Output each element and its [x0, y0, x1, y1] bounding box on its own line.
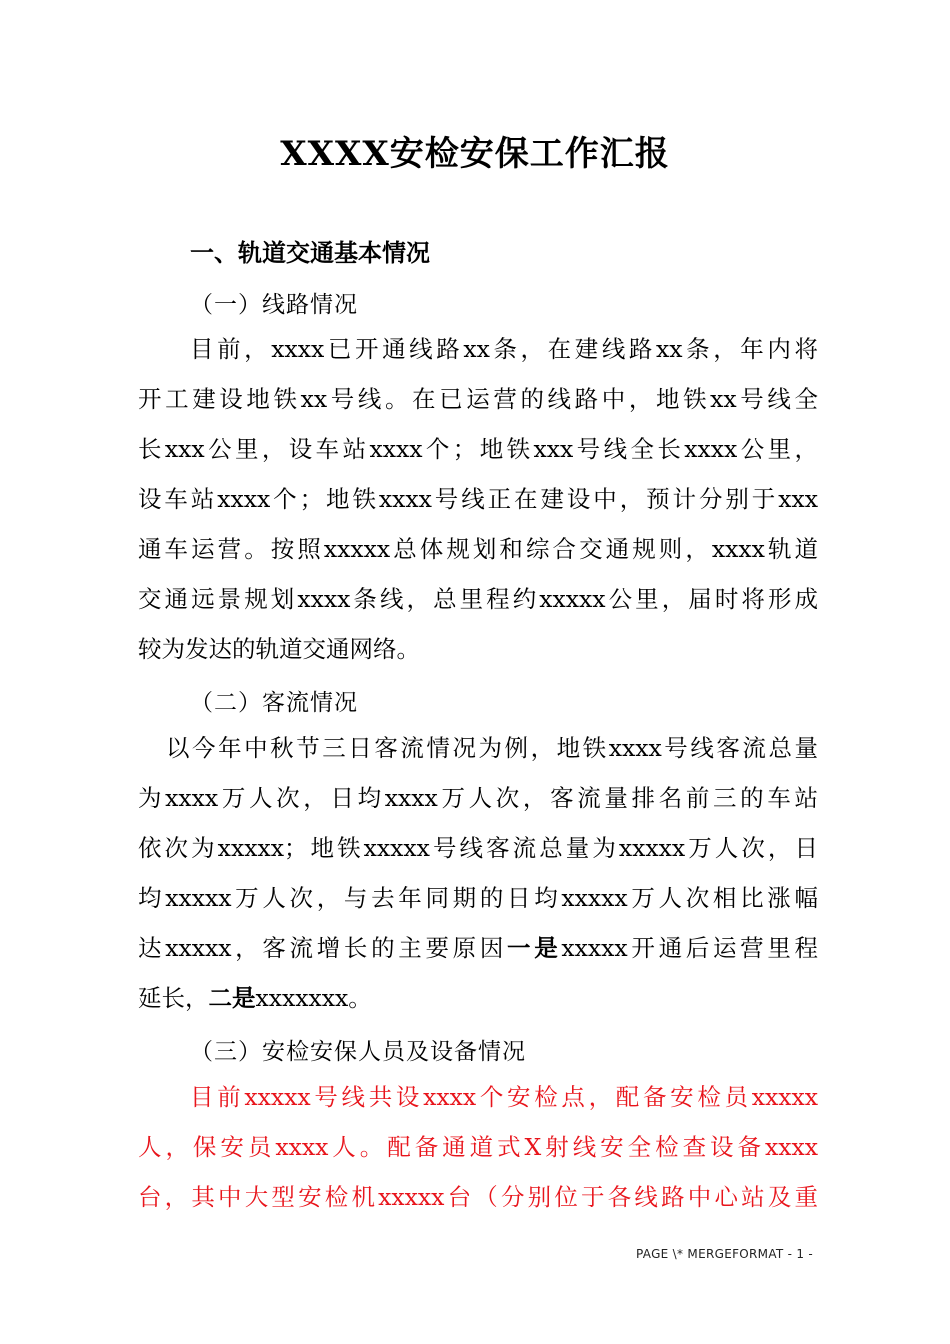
text-run: 达xxxxx，客流增长的主要原因	[138, 934, 508, 962]
paragraph-line: 目前，xxxx已开通线路xx条，在建线路xx条，年内将	[190, 335, 818, 363]
subsection-heading-security: （三）安检安保人员及设备情况	[190, 1039, 526, 1065]
paragraph-line	[138, 973, 818, 1023]
page-footer: PAGE \* MERGEFORMAT - 1 -	[636, 1247, 814, 1261]
document-title: XXXX安检安保工作汇报	[280, 134, 670, 174]
paragraph-line: 较为发达的轨道交通网络。	[138, 635, 420, 663]
paragraph-lines	[138, 324, 818, 674]
subsection-heading-passenger-flow: （二）客流情况	[190, 690, 358, 716]
paragraph-line: 目前xxxxx号线共设xxxx个安检点，配备安检员xxxxx	[190, 1083, 818, 1111]
paragraph-line: 为xxxx万人次，日均xxxx万人次，客流量排名前三的车站	[138, 784, 818, 812]
emphasis-second: 二是	[208, 984, 256, 1012]
paragraph-line	[138, 923, 818, 973]
text-run: 延长，	[138, 984, 209, 1012]
emphasis-first: 一是	[507, 934, 562, 962]
paragraph-line: 长xxx公里，设车站xxxx个；地铁xxx号线全长xxxx公里，	[138, 435, 818, 463]
subsection-heading-lines: （一）线路情况	[190, 292, 358, 318]
paragraph-line: 设车站xxxx个；地铁xxxx号线正在建设中，预计分别于xxx	[138, 485, 818, 513]
paragraph-line: 人，保安员xxxx人。配备通道式X射线安全检查设备xxxx	[138, 1133, 818, 1161]
section-heading-1: 一、轨道交通基本情况	[190, 239, 430, 267]
text-run: xxxxx开通后运营里程	[561, 934, 818, 962]
paragraph-security-red	[138, 1072, 818, 1222]
paragraph-line: 通车运营。按照xxxxx总体规划和综合交通规则，xxxx轨道	[138, 535, 818, 563]
paragraph-passenger-flow	[138, 723, 818, 1023]
paragraph-line: 以今年中秋节三日客流情况为例，地铁xxxx号线客流总量	[166, 734, 818, 762]
paragraph-line: 依次为xxxxx；地铁xxxxx号线客流总量为xxxxx万人次，日	[138, 834, 818, 862]
text-run: xxxxxxx。	[255, 984, 372, 1012]
paragraph-line: 开工建设地铁xx号线。在已运营的线路中，地铁xx号线全	[138, 385, 818, 413]
paragraph-line: 交通远景规划xxxx条线，总里程约xxxxx公里，届时将形成	[138, 585, 818, 613]
paragraph-line: 均xxxxx万人次，与去年同期的日均xxxxx万人次相比涨幅	[138, 884, 818, 912]
paragraph-line: 台，其中大型安检机xxxxx台（分别位于各线路中心站及重	[138, 1183, 818, 1211]
